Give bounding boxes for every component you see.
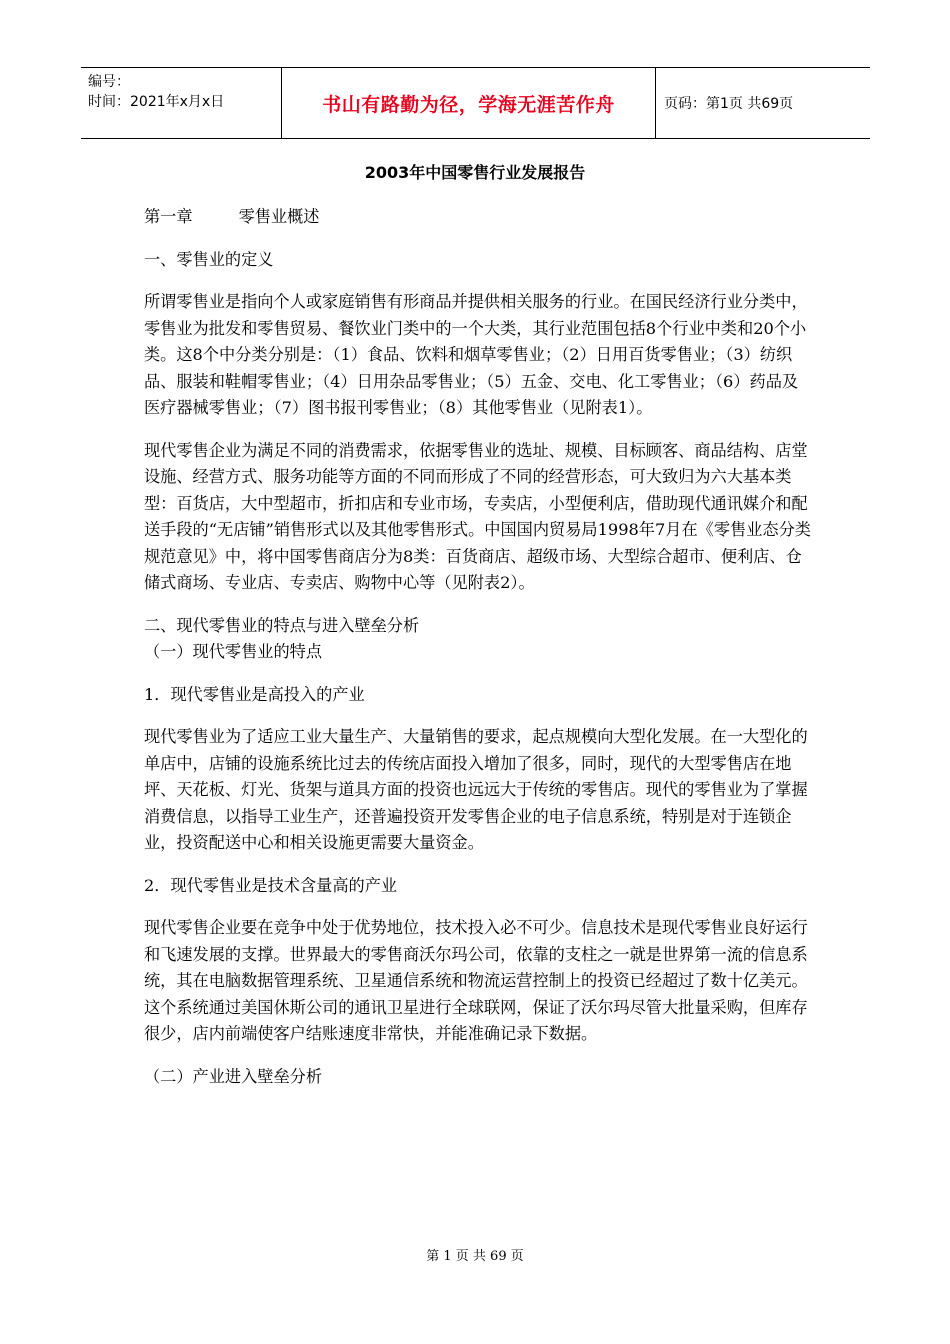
page-footer: 第 1 页 共 69 页 bbox=[426, 1249, 524, 1264]
header-left-cell bbox=[81, 68, 282, 138]
header-motto-cell bbox=[282, 68, 656, 138]
paragraph-formats: 现代零售企业为满足不同的消费需求，依据零售业的选址、规模、目标顾客、商品结构、店堂设施、经营方式、服务功能等方面的不同而形成了不同的经营形态，可大致归为六大基本类型：百货店，大中型超市，折扣店和专业市场，专卖店，小型便利店，借助现代通讯媒介和配送手段的“无店铺”销售形式以及其他零售形式。中国国内贸易局1998年7月在《零售业态分类规范意见》中，将中国零售商店分为8类：百货商店、超级市场、大型综合超市、便利店、仓储式商场、专业店、专卖店、购物中心等（见附表2）。 bbox=[144, 440, 811, 592]
document-body bbox=[144, 204, 814, 1090]
point-heading-2: 2．现代零售业是技术含量高的产业 bbox=[144, 875, 398, 895]
document-time-label: 时间：2021年x月x日 bbox=[88, 94, 225, 110]
chapter-heading bbox=[144, 204, 814, 231]
point-heading-1: 1．现代零售业是高投入的产业 bbox=[144, 684, 365, 704]
paragraph-definition: 所谓零售业是指向个人或家庭销售有形商品并提供相关服务的行业。在国民经济行业分类中，零售业为批发和零售贸易、餐饮业门类中的一个大类，其行业范围包括8个行业中类和20个小类。这8个中分类分别是：（1）食品、饮料和烟草零售业；（2）日用百货零售业；（3）纺织品、服装和鞋帽零售业；（4）日用杂品零售业；（5）五金、交电、化工零售业；（6）药品及医疗器械零售业；（7）图书报刊零售业；（8）其他零售业（见附表1）。 bbox=[144, 292, 808, 417]
header-page-info: 页码：第1页 共69页 bbox=[664, 96, 794, 112]
paragraph-technology: 现代零售企业要在竞争中处于优势地位，技术投入必不可少。信息技术是现代零售业良好运行和飞速发展的支撑。世界最大的零售商沃尔玛公司，依靠的支柱之一就是世界第一流的信息系统，其在电脑数据管理系统、卫星通信系统和物流运营控制上的投资已经超过了数十亿美元。这个系统通过美国休斯公司的通讯卫星进行全球联网，保证了沃尔玛尽管大批量采购，但库存很少，店内前端使客户结账速度非常快，并能准确记录下数据。 bbox=[144, 918, 808, 1043]
header-motto: 书山有路勤为径，学海无涯苦作舟 bbox=[322, 93, 615, 116]
chapter-number: 第一章 bbox=[144, 207, 193, 226]
section-heading-2: 二、现代零售业的特点与进入壁垒分析 bbox=[144, 615, 420, 635]
document-title: 2003年中国零售行业发展报告 bbox=[364, 163, 586, 182]
subsection-heading-1: （一）现代零售业的特点 bbox=[144, 642, 323, 661]
chapter-title: 零售业概述 bbox=[238, 207, 320, 226]
document-number-label: 编号： bbox=[88, 74, 130, 90]
header-table bbox=[81, 67, 870, 139]
subsection-heading-2: （二）产业进入壁垒分析 bbox=[144, 1066, 323, 1086]
section-heading-1: 一、零售业的定义 bbox=[144, 249, 274, 269]
paragraph-investment: 现代零售业为了适应工业大量生产、大量销售的要求，起点规模向大型化发展。在一大型化的单店中，店铺的设施系统比过去的传统店面投入增加了很多，同时，现代的大型零售店在地坪、天花板、灯光、货架与道具方面的投资也远远大于传统的零售店。现代的零售业为了掌握消费信息，以指导工业生产，还普遍投资开发零售企业的电子信息系统，特别是对于连锁企业，投资配送中心和相关设施更需要大量资金。 bbox=[144, 727, 808, 852]
